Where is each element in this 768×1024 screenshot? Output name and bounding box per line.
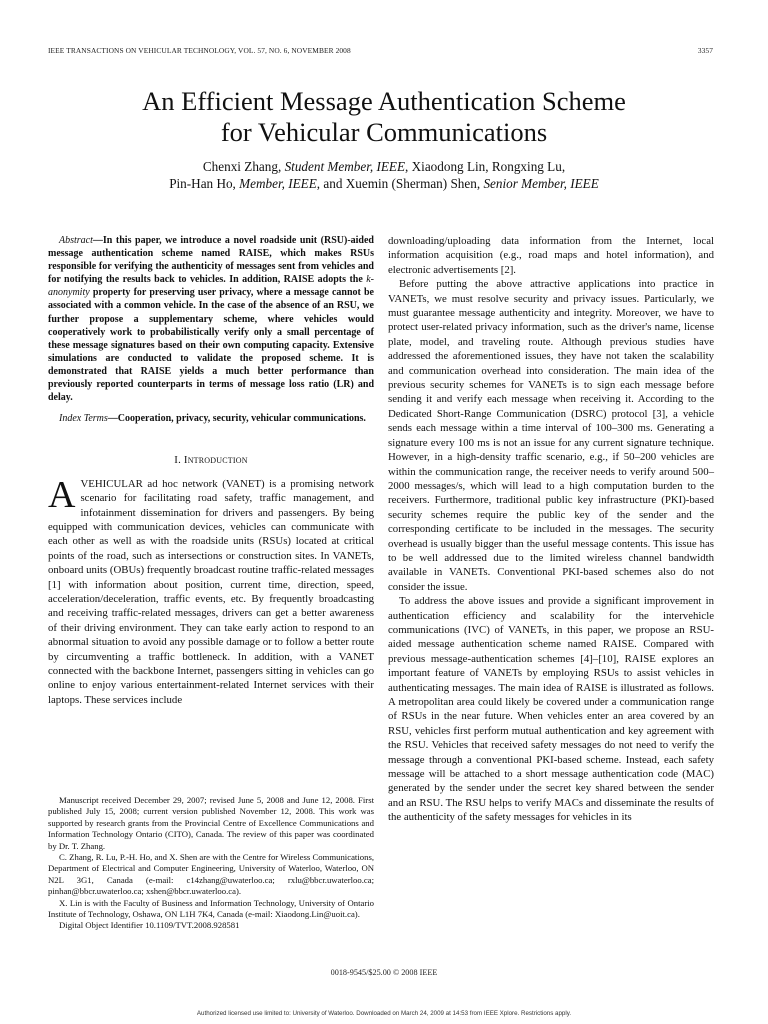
intro-paragraph-1 — [48, 473, 374, 708]
running-header-page-number: 3357 — [697, 46, 713, 55]
abstract-lead: Abstract — [59, 235, 93, 246]
drop-cap: A — [48, 473, 76, 516]
footnote-doi: Digital Object Identifier 10.1109/TVT.2008.928581 — [59, 920, 240, 931]
author-list — [0, 158, 768, 192]
intro-paragraph-1-text: ad hoc network (VANET) is a promising network scenario for facilitating road safety, traffic management, and infotainment dissemination for drivers and passengers. By being equipped with communication devices, vehicles can communicate with each other as well as with the roadside units (RSUs) located at critical points of the road, such as intersections or construction sites. In VANETs, onboard units (OBUs) frequently broadcast routine traffic-related messages [1] with information about position, current time, direction, speed, acceleration/deceleration, traffic events, etc. By frequently broadcasting and receiving traffic-related messages, drivers can get a better awareness of their driving environment. They can take early action to respond to an abnormal situation to avoid any possible damage or to follow a better route by circumventing a traffic bottleneck. In addition, with a VANET connected with the backbone Internet, passengers sitting in vehicles can go online to enjoy various entertainment-related Internet services with their laptops. These services include — [48, 477, 374, 706]
intro-paragraph-2: Before putting the above attractive applications into practice in VANETs, we must resolve security and privacy issues. Particularly, we must guarantee message authenticity and integrity. Moreover, we have to protect user-related privacy information, such as the driver's name, license plate, model, and traveling route. Although previous studies have addressed the aforementioned issues, they have not taken the scalability and communication overhead into consideration. The main idea of the previous security schemes for VANETs is to sign each message before sending it and verify each message when receiving it. According to the Dedicated Short-Range Communication (DSRC) protocol [3], a vehicle sends each message within a time interval of 100–300 ms. Generating a signature every 100 ms is not an issue for any current signature technique. However, in a high-density traffic scenario, e.g., if 50–200 vehicles are within the communication range, the receiver needs to verify around 500–2000 messages/s, which will lead to a high computation burden to the receivers. Furthermore, traditional public key infrastructure (PKI)-based security schemes require the public key of the sender and the corresponding certificate to be included in the messages. The security overhead is usually bigger than the useful message contents. This issue has to be well addressed due to the limited wireless channel bandwidth available in VANETs. Conventional PKI-based schemes also do not consider the issue. — [388, 278, 714, 593]
right-column — [388, 234, 714, 825]
author-line-1 — [0, 158, 768, 175]
index-terms-text: —Cooperation, privacy, security, vehicular communications. — [107, 413, 366, 425]
intro-first-words: VEHICULAR — [80, 477, 143, 490]
intro-paragraph-1-continued: downloading/uploading data information from the Internet, local information acquisition (e.g., road maps and hotel information), and electronic advertisements [2]. — [388, 235, 714, 276]
author-text: , Xiaodong Lin, Rongxing Lu, — [405, 159, 566, 174]
author-membership: Senior Member, IEEE — [483, 176, 599, 191]
author-membership: Student Member, IEEE — [284, 159, 406, 174]
paper-title — [0, 86, 768, 148]
author-text: Chenxi Zhang, — [202, 159, 285, 174]
index-terms-lead: Index Terms — [59, 413, 108, 425]
title-line-1: An Efficient Message Authentication Scheme — [142, 86, 626, 116]
abstract-emphasis: k-anonymity — [48, 274, 374, 299]
left-column — [48, 234, 374, 707]
footnote-affiliation-1: C. Zhang, R. Lu, P.-H. Ho, and X. Shen are with the Centre for Wireless Communications, Department of Electrical and Computer Engineering, University of Waterloo, Waterloo, ON N2L 3G1, Canada (e-mail: c14zhang@uwaterloo.ca; rxlu@bbcr.uwaterloo.ca; pinhan@bbcr.uwaterloo.ca; xshen@bbcr.uwaterloo.ca). — [48, 852, 374, 897]
author-text: Pin-Han Ho, — [169, 176, 240, 191]
author-text: , and Xuemin (Sherman) Shen, — [316, 176, 484, 191]
footnote-affiliation-2: X. Lin is with the Faculty of Business and Information Technology, University of Ontario Institute of Technology, Oshawa, ON L1H 7K4, Canada (e-mail: Xiaodong.Lin@uoit.ca). — [48, 897, 374, 920]
section-numeral: I. — [174, 454, 184, 467]
author-membership: Member, IEEE — [239, 176, 317, 191]
author-line-2 — [0, 175, 768, 192]
abstract-text-1: —In this paper, we introduce a novel roadside unit (RSU)-aided message authentication scheme named RAISE, which makes RSUs responsible for verifying the authenticity of messages sent from vehicles and for notifying the results back to vehicles. In addition, RAISE adopts the — [48, 235, 374, 286]
license-notice: Authorized licensed use limited to: University of Waterloo. Downloaded on March 24, 2009 at 14:53 from IEEE Xplore. Restrictions apply. — [196, 1010, 572, 1017]
section-heading-introduction — [48, 453, 374, 467]
index-terms — [48, 412, 374, 425]
first-page-footnote — [48, 795, 374, 932]
section-name: Introduction — [183, 454, 248, 467]
footnote-manuscript: Manuscript received December 29, 2007; revised June 5, 2008 and June 12, 2008. First published July 15, 2008; current version published November 12, 2008. This work was supported by research grants from the Provincial Centre of Excellence Communications and Information Technology Ontario (CITO), Canada. The review of this paper was coordinated by Dr. T. Zhang. — [48, 795, 374, 851]
intro-paragraph-3: To address the above issues and provide a significant improvement in authentication efficiency and scalability for the intervehicle communications (IVC) of VANETs, in this paper, we propose an RSU-aided message authentication scheme named RAISE. Compared with previous message-authentication schemes [4]–[10], RAISE explores an important feature of VANETs by employing RSUs to assist vehicles in authenticating messages. The main idea of RAISE is illustrated as follows. A metropolitan area could likely be covered under a communication range of RSUs in the near future. When vehicles enter an area covered by an RSU, vehicles first perform mutual authentication and key agreement with the RSU. Vehicles that received safety messages do not need to verify the message through a conventional PKI-based scheme. Instead, each safety message will be attached to a short message authentication code (MAC) generated by the sender under the secret key shared between the sender and an RSU. The RSU helps to verify MACs and disseminate the results of the authenticity of the safety messages for vehicles in its — [388, 595, 714, 824]
copyright-line: 0018-9545/$25.00 © 2008 IEEE — [330, 968, 438, 977]
running-header-journal: IEEE TRANSACTIONS ON VEHICULAR TECHNOLOGY, VOL. 57, NO. 6, NOVEMBER 2008 — [48, 46, 351, 55]
abstract — [48, 234, 374, 404]
abstract-text-2: property for preserving user privacy, where a message cannot be associated with a common vehicle. In the case of the absence of an RSU, we further propose a supplementary scheme, where vehicles would cooperatively work to probabilistically verify only a small percentage of these message signatures based on their own computing capacity. Extensive simulations are conducted to validate the proposed scheme. It is demonstrated that RAISE yields a much better performance than previously reported counterparts in terms of message loss ratio (LR) and delay. — [48, 287, 374, 404]
title-line-2: for Vehicular Communications — [220, 117, 548, 147]
